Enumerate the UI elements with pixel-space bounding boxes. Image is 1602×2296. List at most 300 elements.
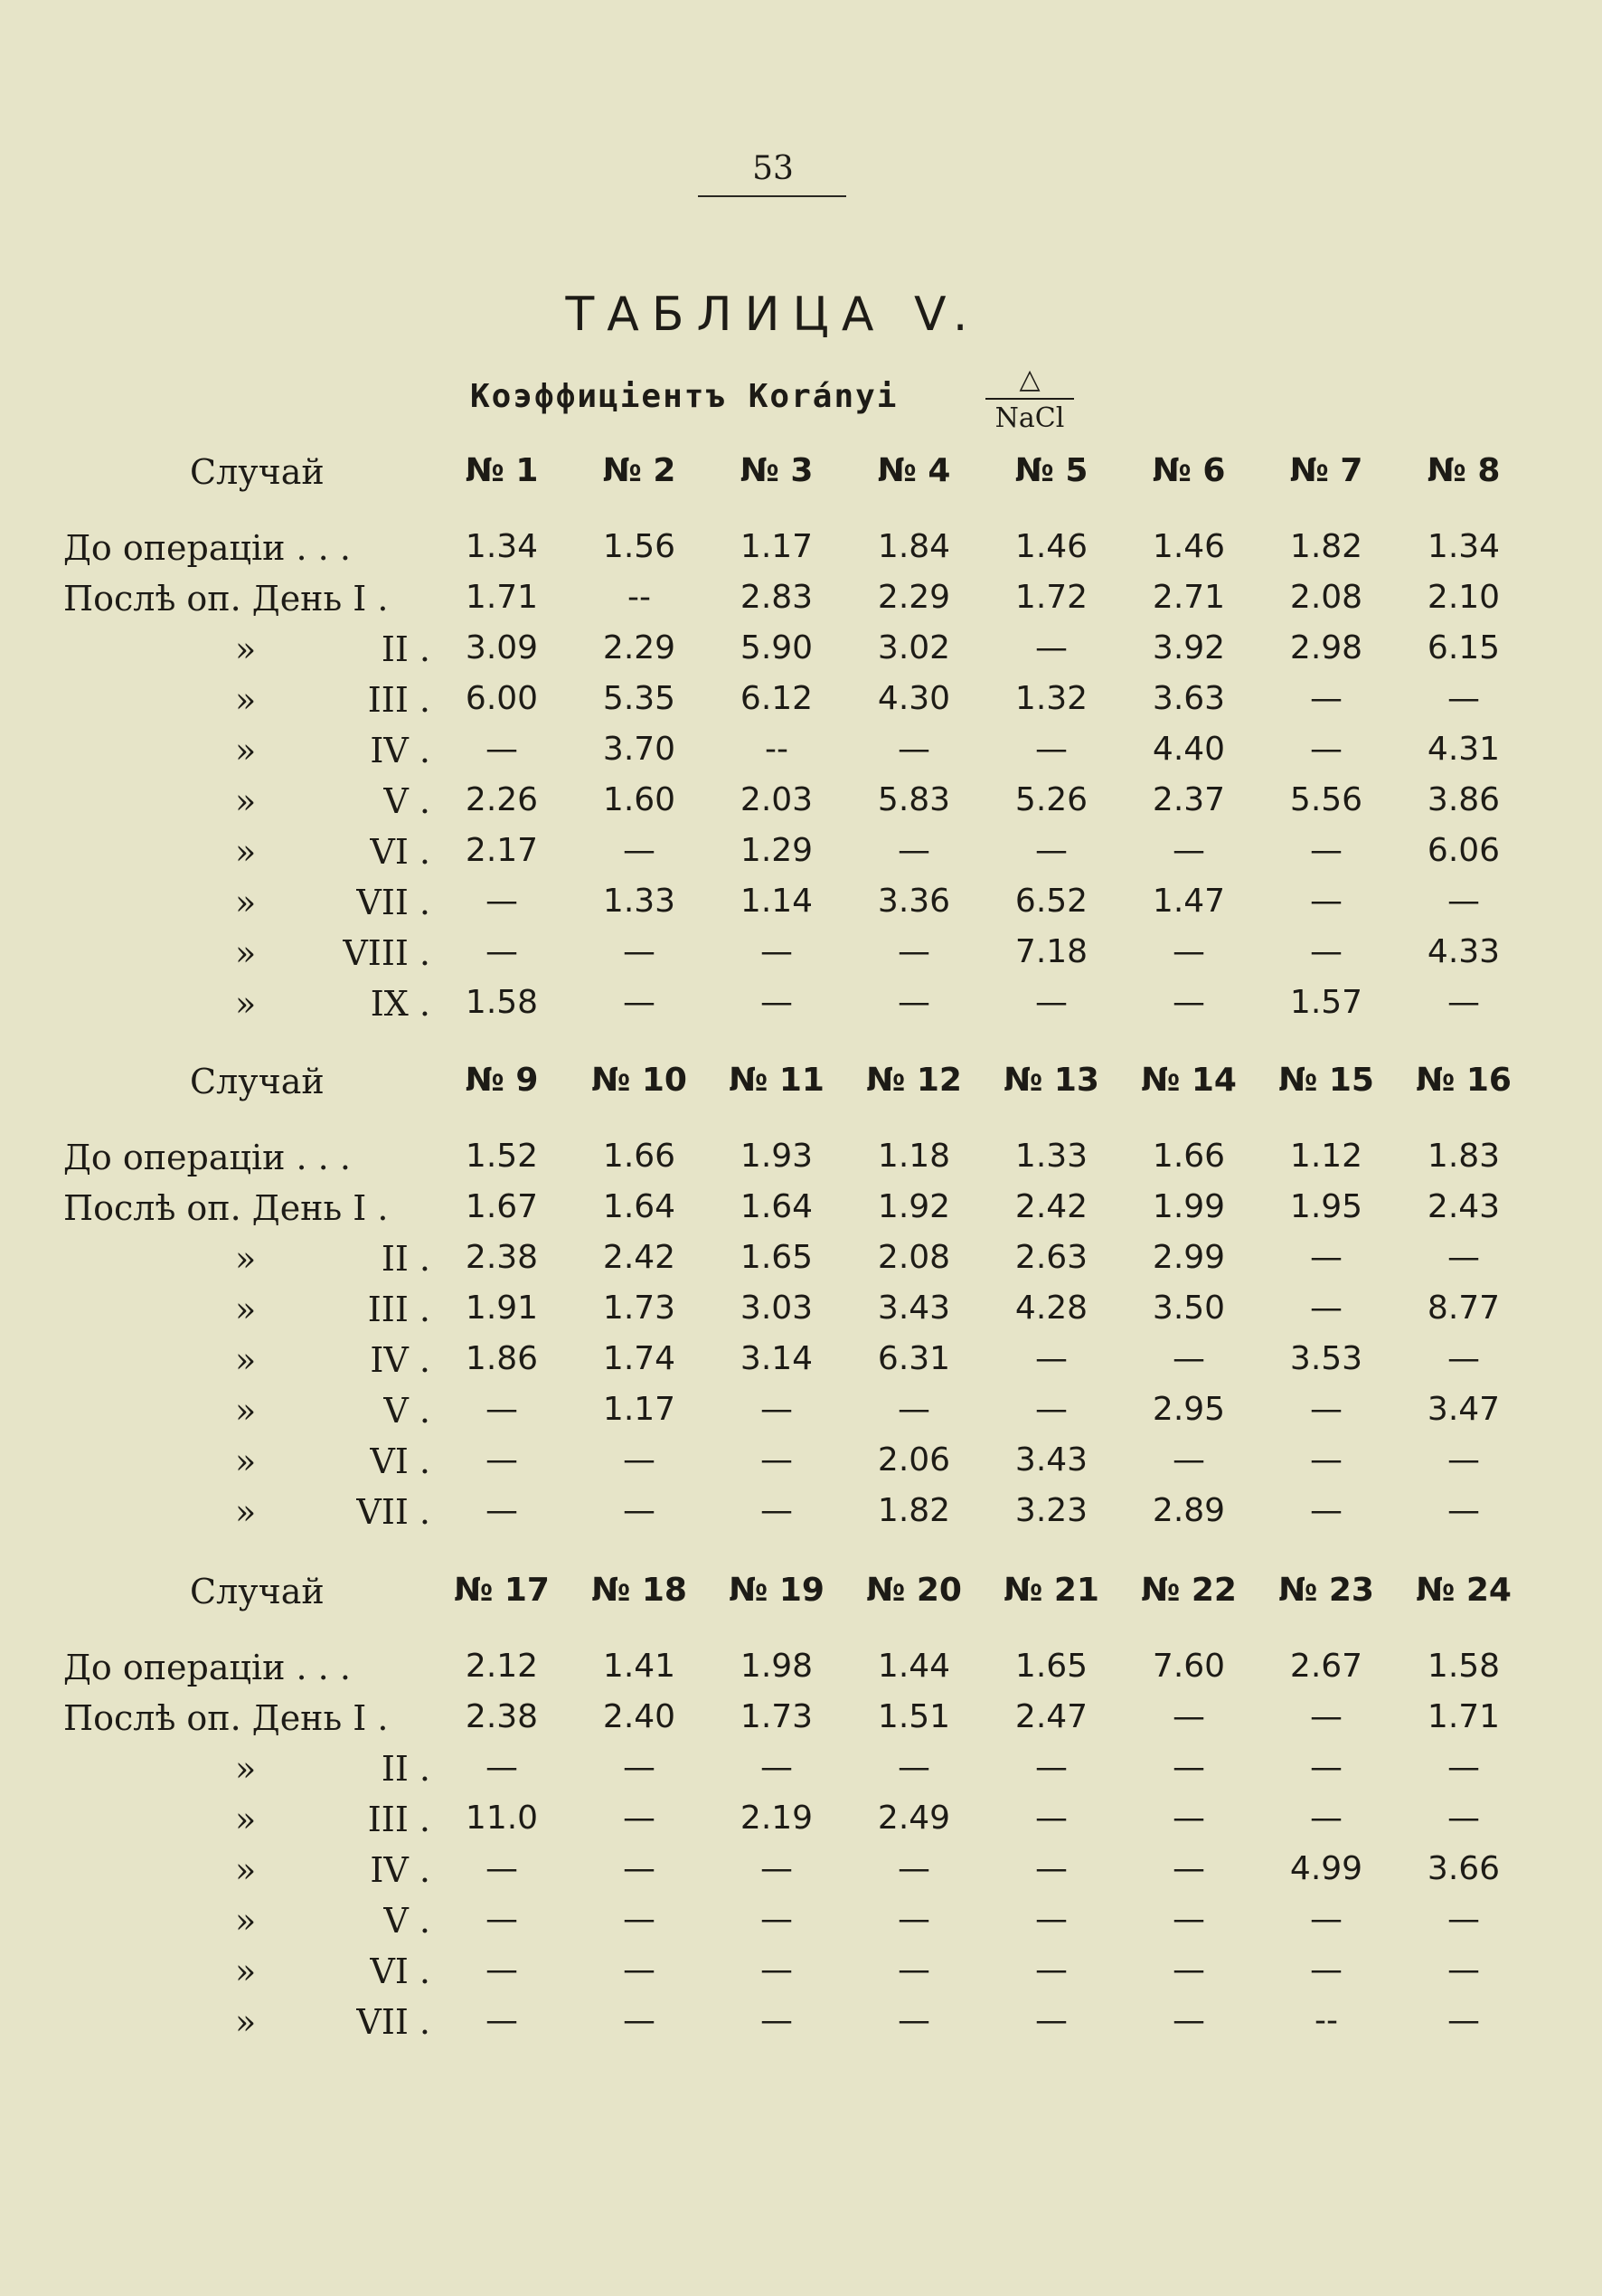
case-label: Случай (190, 452, 325, 492)
case-header: № 4 (877, 452, 951, 489)
header-row (63, 1572, 1512, 1648)
row-label-day (63, 629, 430, 669)
table-cell: 2.83 (740, 579, 814, 616)
table-cell: 4.99 (1289, 1850, 1363, 1887)
ditto-mark: » (235, 680, 257, 720)
table-cell: — (485, 731, 518, 768)
table-row (63, 1749, 1501, 1800)
table-cell: — (1035, 832, 1068, 869)
table-cell: — (898, 1749, 930, 1786)
table-cell: 3.09 (465, 629, 539, 666)
table-cell: — (485, 933, 518, 970)
day-label: V . (383, 1391, 430, 1431)
table-cell: — (1447, 1951, 1480, 1989)
table-row (63, 1188, 1501, 1239)
fraction-bar (985, 398, 1074, 400)
table-cell: — (623, 1441, 655, 1479)
table-cell: — (623, 1850, 655, 1887)
table-cell: 2.26 (465, 781, 539, 818)
table-cell: — (760, 1901, 793, 1938)
table-cell: 2.63 (1014, 1239, 1088, 1276)
table-cell: 8.77 (1427, 1290, 1501, 1327)
table-cell: 1.33 (1014, 1138, 1088, 1175)
table-row (63, 629, 1501, 680)
fraction (985, 364, 1074, 436)
table-cell: 1.64 (602, 1188, 676, 1225)
table-row (63, 1340, 1501, 1391)
table-cell: — (1310, 1441, 1343, 1479)
table-cell: 1.60 (602, 781, 676, 818)
ditto-mark: » (235, 731, 257, 770)
case-header: № 6 (1152, 452, 1226, 489)
table-cell: — (485, 1749, 518, 1786)
table-cell: 4.28 (1014, 1290, 1088, 1327)
table-cell: 2.19 (740, 1800, 814, 1837)
table-cell: 1.46 (1014, 528, 1088, 565)
table-cell: 2.17 (465, 832, 539, 869)
row-label-before: До операціи . . . (63, 1648, 351, 1687)
case-header: № 5 (1014, 452, 1088, 489)
table-cell: — (1173, 1441, 1205, 1479)
table-cell: — (760, 1951, 793, 1989)
table-row (63, 528, 1501, 579)
row-label-day (63, 984, 430, 1024)
ditto-mark: » (235, 1800, 257, 1839)
case-header: № 22 (1141, 1572, 1237, 1609)
table-cell: — (623, 1951, 655, 1989)
table-cell: — (1310, 832, 1343, 869)
table-cell: — (1447, 1239, 1480, 1276)
table-cell: — (1310, 1901, 1343, 1938)
table-cell: — (1310, 883, 1343, 920)
table-cell: — (1447, 1749, 1480, 1786)
table-cell: 3.43 (1014, 1441, 1088, 1479)
day-label: V . (383, 1901, 430, 1941)
table-cell: — (1310, 1492, 1343, 1529)
table-row (63, 579, 1501, 629)
table-cell: 6.31 (877, 1340, 951, 1377)
table-cell: — (1310, 1749, 1343, 1786)
table-cell: — (898, 984, 930, 1021)
table-cell: — (1173, 1749, 1205, 1786)
table-cell: 3.86 (1427, 781, 1501, 818)
table-cell: 1.84 (877, 528, 951, 565)
table-cell: — (1310, 933, 1343, 970)
case-header: № 9 (465, 1062, 539, 1099)
page-number-rule (698, 195, 846, 197)
table-cell: 1.95 (1289, 1188, 1363, 1225)
case-header: № 16 (1416, 1062, 1512, 1099)
table-cell: — (1310, 1951, 1343, 1989)
ditto-mark: » (235, 1492, 257, 1532)
table-cell: — (1447, 1492, 1480, 1529)
table-cell: — (485, 1441, 518, 1479)
row-label-after: Послѣ оп. День I . (63, 1698, 389, 1738)
table-cell: 7.18 (1014, 933, 1088, 970)
row-label-after: Послѣ оп. День I . (63, 579, 389, 619)
row-label-before: До операціи . . . (63, 528, 351, 568)
table-cell: — (623, 1800, 655, 1837)
ditto-mark: » (235, 781, 257, 821)
table-cell: 3.63 (1152, 680, 1226, 717)
table-row (63, 1391, 1501, 1441)
day-label: III . (367, 1800, 430, 1839)
table-cell: 1.17 (740, 528, 814, 565)
row-label-day (63, 832, 430, 872)
table-cell: — (623, 832, 655, 869)
table-cell: — (1447, 680, 1480, 717)
table-cell: 6.00 (465, 680, 539, 717)
table-cell: 3.47 (1427, 1391, 1501, 1428)
table-cell: — (1035, 1951, 1068, 1989)
table-cell: 1.58 (1427, 1648, 1501, 1685)
table-cell: 3.03 (740, 1290, 814, 1327)
table-cell: — (1035, 984, 1068, 1021)
table-cell: — (898, 2002, 930, 2039)
table-cell: — (1173, 1800, 1205, 1837)
day-label: VIII . (343, 933, 430, 973)
day-label: VII . (356, 883, 430, 922)
table-cell: -- (627, 579, 651, 616)
case-label: Случай (190, 1062, 325, 1101)
table-block-3 (63, 1572, 1512, 2053)
table-cell: 1.46 (1152, 528, 1226, 565)
case-header: № 2 (602, 452, 676, 489)
table-row (63, 1441, 1501, 1492)
table-cell: 1.18 (877, 1138, 951, 1175)
table-cell: — (898, 731, 930, 768)
table-cell: 1.66 (602, 1138, 676, 1175)
table-cell: 2.12 (465, 1648, 539, 1685)
table-cell: — (760, 933, 793, 970)
table-cell: 1.41 (602, 1648, 676, 1685)
case-header: № 11 (729, 1062, 825, 1099)
row-label-day (63, 1492, 430, 1532)
row-label-day (63, 680, 430, 720)
case-header: № 12 (866, 1062, 962, 1099)
case-header: № 17 (454, 1572, 550, 1609)
table-cell: 1.74 (602, 1340, 676, 1377)
table-cell: — (1310, 680, 1343, 717)
row-label-day (63, 1441, 430, 1481)
case-header: № 15 (1278, 1062, 1374, 1099)
table-cell: 2.40 (602, 1698, 676, 1735)
ditto-mark: » (235, 1951, 257, 1991)
table-cell: — (1173, 1951, 1205, 1989)
table-cell: 1.73 (602, 1290, 676, 1327)
table-cell: — (1310, 1800, 1343, 1837)
table-cell: 5.56 (1289, 781, 1363, 818)
row-label-day (63, 933, 430, 973)
table-cell: — (485, 1391, 518, 1428)
table-cell: — (1035, 1850, 1068, 1887)
table-cell: 1.82 (877, 1492, 951, 1529)
table-cell: — (898, 1951, 930, 1989)
table-cell: -- (1315, 2002, 1338, 2039)
table-cell: — (1035, 1340, 1068, 1377)
ditto-mark: » (235, 984, 257, 1024)
table-row (63, 1901, 1501, 1951)
table-cell: 3.43 (877, 1290, 951, 1327)
table-row (63, 1951, 1501, 2002)
header-row (63, 452, 1501, 528)
table-cell: — (760, 2002, 793, 2039)
table-cell: 2.08 (1289, 579, 1363, 616)
table-cell: — (485, 1901, 518, 1938)
table-cell: — (1447, 1340, 1480, 1377)
table-row (63, 680, 1501, 731)
table-cell: — (898, 1391, 930, 1428)
table-row (63, 781, 1501, 832)
table-cell: 2.47 (1014, 1698, 1088, 1735)
table-cell: — (485, 1492, 518, 1529)
table-cell: 1.51 (877, 1698, 951, 1735)
table-cell: — (1310, 1698, 1343, 1735)
table-cell: 2.43 (1427, 1188, 1501, 1225)
table-cell: 2.06 (877, 1441, 951, 1479)
row-label-after: Послѣ оп. День I . (63, 1188, 389, 1228)
table-title: ТАБЛИЦА V. (565, 288, 981, 342)
day-label: VI . (370, 1441, 430, 1481)
case-header: № 14 (1141, 1062, 1237, 1099)
table-row (63, 933, 1501, 984)
table-cell: — (760, 1492, 793, 1529)
table-cell: 1.64 (740, 1188, 814, 1225)
case-header: № 13 (1004, 1062, 1099, 1099)
table-cell: — (623, 984, 655, 1021)
table-row (63, 1850, 1501, 1901)
table-cell: — (1173, 2002, 1205, 2039)
table-cell: — (760, 1391, 793, 1428)
table-cell: 6.12 (740, 680, 814, 717)
table-cell: 5.35 (602, 680, 676, 717)
table-cell: 2.38 (465, 1239, 539, 1276)
table-cell: — (1447, 1441, 1480, 1479)
table-cell: 1.34 (465, 528, 539, 565)
table-block-2 (63, 1062, 1512, 1543)
table-cell: — (485, 1951, 518, 1989)
table-cell: — (1173, 1340, 1205, 1377)
table-cell: 4.33 (1427, 933, 1501, 970)
table-cell: 1.67 (465, 1188, 539, 1225)
table-cell: 3.66 (1427, 1850, 1501, 1887)
table-cell: 1.14 (740, 883, 814, 920)
table-cell: — (485, 883, 518, 920)
table-cell: 1.56 (602, 528, 676, 565)
day-label: VII . (356, 1492, 430, 1532)
table-cell: 3.92 (1152, 629, 1226, 666)
table-cell: — (760, 1441, 793, 1479)
day-label: VI . (370, 832, 430, 872)
table-cell: 2.29 (877, 579, 951, 616)
case-label: Случай (190, 1572, 325, 1611)
table-cell: 4.40 (1152, 731, 1226, 768)
day-label: II . (381, 629, 430, 669)
table-cell: 2.37 (1152, 781, 1226, 818)
table-cell: 1.83 (1427, 1138, 1501, 1175)
table-cell: — (1173, 1698, 1205, 1735)
table-cell: 2.03 (740, 781, 814, 818)
fraction-numerator: △ (1019, 364, 1041, 395)
table-cell: 1.12 (1289, 1138, 1363, 1175)
table-cell: 1.71 (465, 579, 539, 616)
case-header: № 8 (1427, 452, 1501, 489)
ditto-mark: » (235, 1749, 257, 1789)
ditto-mark: » (235, 933, 257, 973)
header-row (63, 1062, 1512, 1138)
row-label-day (63, 1850, 430, 1890)
table-cell: -- (765, 731, 788, 768)
row-label-day (63, 1239, 430, 1279)
table-cell: 2.89 (1152, 1492, 1226, 1529)
ditto-mark: » (235, 1901, 257, 1941)
table-row (63, 1290, 1501, 1340)
table-cell: — (1035, 1391, 1068, 1428)
table-cell: 1.52 (465, 1138, 539, 1175)
table-cell: 2.10 (1427, 579, 1501, 616)
table-row (63, 984, 1501, 1035)
table-cell: — (485, 1850, 518, 1887)
ditto-mark: » (235, 1441, 257, 1481)
day-label: IV . (370, 731, 430, 770)
row-label-day (63, 1800, 430, 1839)
table-row (63, 883, 1501, 933)
table-cell: — (623, 1492, 655, 1529)
table-cell: — (1447, 883, 1480, 920)
table-cell: 2.29 (602, 629, 676, 666)
case-header: № 19 (729, 1572, 825, 1609)
ditto-mark: » (235, 2002, 257, 2042)
table-cell: — (1310, 731, 1343, 768)
table-cell: 1.99 (1152, 1188, 1226, 1225)
table-cell: — (898, 832, 930, 869)
table-cell: 2.67 (1289, 1648, 1363, 1685)
table-cell: 5.83 (877, 781, 951, 818)
case-header: № 20 (866, 1572, 962, 1609)
ditto-mark: » (235, 1239, 257, 1279)
table-cell: 6.52 (1014, 883, 1088, 920)
row-label-day (63, 731, 430, 770)
table-cell: 1.91 (465, 1290, 539, 1327)
table-cell: 1.34 (1427, 528, 1501, 565)
fraction-denominator: NaCl (994, 402, 1065, 434)
page-number: 53 (752, 150, 794, 187)
table-row (63, 1698, 1501, 1749)
row-label-day (63, 1749, 430, 1789)
ditto-mark: » (235, 1850, 257, 1890)
table-cell: 3.53 (1289, 1340, 1363, 1377)
row-label-before: До операціи . . . (63, 1138, 351, 1177)
table-cell: — (623, 2002, 655, 2039)
ditto-mark: » (235, 832, 257, 872)
table-cell: 1.44 (877, 1648, 951, 1685)
table-cell: 2.42 (1014, 1188, 1088, 1225)
day-label: VII . (356, 2002, 430, 2042)
table-cell: — (1035, 1901, 1068, 1938)
table-cell: — (1310, 1239, 1343, 1276)
table-cell: 2.98 (1289, 629, 1363, 666)
table-cell: 1.93 (740, 1138, 814, 1175)
row-label-day (63, 1901, 430, 1941)
case-header: № 3 (740, 452, 814, 489)
table-cell: — (760, 984, 793, 1021)
table-cell: — (1310, 1391, 1343, 1428)
table-cell: 1.33 (602, 883, 676, 920)
table-cell: 1.47 (1152, 883, 1226, 920)
table-block-1 (63, 452, 1501, 1035)
table-row (63, 731, 1501, 781)
case-header: № 21 (1004, 1572, 1099, 1609)
table-cell: 3.70 (602, 731, 676, 768)
case-header: № 24 (1416, 1572, 1512, 1609)
day-label: VI . (370, 1951, 430, 1991)
table-cell: 2.42 (602, 1239, 676, 1276)
table-cell: 1.32 (1014, 680, 1088, 717)
table-cell: — (1447, 984, 1480, 1021)
table-cell: — (760, 1850, 793, 1887)
table-cell: 1.66 (1152, 1138, 1226, 1175)
day-label: IV . (370, 1340, 430, 1380)
table-cell: 1.92 (877, 1188, 951, 1225)
table-row (63, 2002, 1501, 2053)
row-label-day (63, 883, 430, 922)
table-cell: 2.95 (1152, 1391, 1226, 1428)
case-header: № 7 (1289, 452, 1363, 489)
table-cell: 5.90 (740, 629, 814, 666)
table-cell: 1.72 (1014, 579, 1088, 616)
table-cell: 1.86 (465, 1340, 539, 1377)
day-label: V . (383, 781, 430, 821)
table-cell: — (1447, 1901, 1480, 1938)
table-row (63, 1492, 1501, 1543)
table-cell: — (1173, 1850, 1205, 1887)
table-cell: — (898, 933, 930, 970)
table-cell: — (1035, 731, 1068, 768)
ditto-mark: » (235, 1340, 257, 1380)
table-cell: 5.26 (1014, 781, 1088, 818)
row-label-day (63, 781, 430, 821)
table-row (63, 1239, 1501, 1290)
table-cell: 1.65 (740, 1239, 814, 1276)
table-cell: 4.31 (1427, 731, 1501, 768)
table-cell: 3.36 (877, 883, 951, 920)
table-cell: 3.50 (1152, 1290, 1226, 1327)
case-header: № 1 (465, 452, 539, 489)
table-cell: 3.23 (1014, 1492, 1088, 1529)
table-row (63, 1800, 1501, 1850)
table-cell: — (623, 933, 655, 970)
ditto-mark: » (235, 1290, 257, 1329)
table-cell: — (1035, 2002, 1068, 2039)
table-row (63, 832, 1501, 883)
table-cell: — (1173, 933, 1205, 970)
table-cell: — (898, 1901, 930, 1938)
table-cell: — (623, 1901, 655, 1938)
table-row (63, 1648, 1501, 1698)
row-label-day (63, 1290, 430, 1329)
table-cell: — (1447, 2002, 1480, 2039)
day-label: II . (381, 1749, 430, 1789)
table-cell: 2.71 (1152, 579, 1226, 616)
table-cell: — (485, 2002, 518, 2039)
table-cell: — (1173, 832, 1205, 869)
table-cell: 4.30 (877, 680, 951, 717)
row-label-day (63, 1951, 430, 1991)
table-cell: — (760, 1749, 793, 1786)
day-label: III . (367, 1290, 430, 1329)
table-cell: — (1310, 1290, 1343, 1327)
table-cell: — (1035, 1800, 1068, 1837)
